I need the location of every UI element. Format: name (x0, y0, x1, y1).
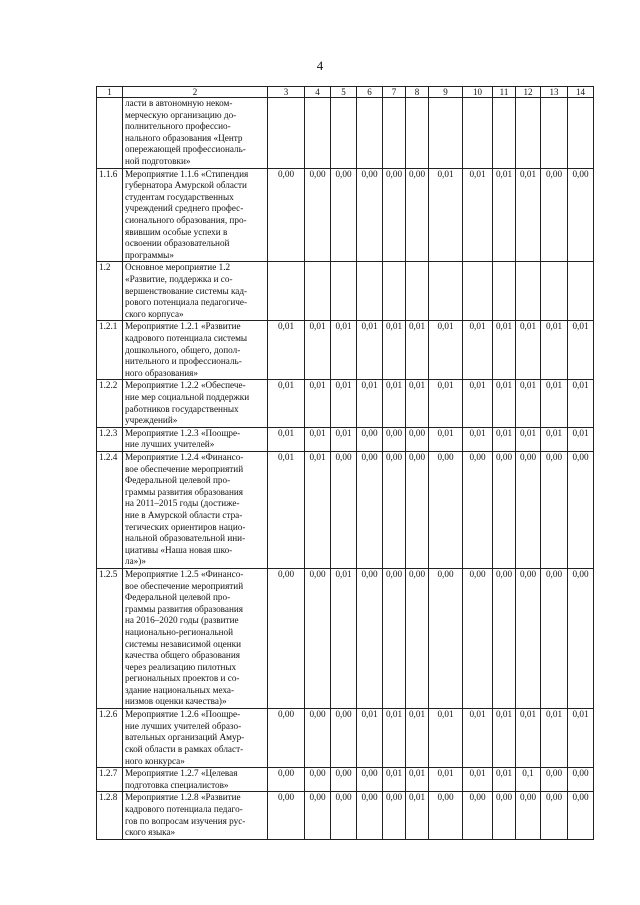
table-row (97, 568, 594, 708)
value-cell: 0,00 (268, 709, 305, 768)
value-cell: 0,00 (516, 792, 541, 839)
value-cell: 0,00 (331, 792, 357, 839)
value-cell: 0,00 (383, 568, 406, 708)
value-cell: 0,00 (357, 427, 383, 451)
value-cell: 0,00 (406, 451, 429, 568)
value-cell: 0,00 (357, 792, 383, 839)
row-number: 1.2 (97, 262, 123, 321)
value-cell: 0,00 (429, 792, 463, 839)
value-cell: 0,00 (383, 451, 406, 568)
row-description: ласти в автономную неком- мерческую организацию до- полнительного профессио- нального образования «Центр опережающей профессиональ- ной подготовки» (123, 98, 268, 169)
value-cell (568, 98, 594, 169)
row-description: Мероприятие 1.2.1 «Развитие кадрового потенциала системы дошкольного, общего, допол- нительного и профессиональ- ного образования» (123, 321, 268, 380)
value-cell: 0,01 (493, 321, 516, 380)
value-cell (406, 98, 429, 169)
table-row (97, 427, 594, 451)
header-cell: 5 (331, 87, 357, 98)
row-number: 1.2.5 (97, 568, 123, 708)
value-cell: 0,01 (463, 380, 493, 427)
value-cell: 0,00 (383, 792, 406, 839)
header-cell: 10 (463, 87, 493, 98)
row-number: 1.2.1 (97, 321, 123, 380)
value-cell (305, 262, 331, 321)
value-cell: 0,00 (268, 792, 305, 839)
value-cell: 0,00 (331, 168, 357, 262)
value-cell: 0,01 (493, 427, 516, 451)
value-cell (429, 262, 463, 321)
value-cell: 0,01 (357, 321, 383, 380)
value-cell: 0,00 (331, 451, 357, 568)
value-cell (516, 262, 541, 321)
row-description: Мероприятие 1.2.3 «Поощре- ние лучших учителей» (123, 427, 268, 451)
value-cell: 0,00 (268, 768, 305, 792)
value-cell (305, 98, 331, 169)
value-cell: 0,00 (357, 768, 383, 792)
value-cell (429, 98, 463, 169)
value-cell (268, 98, 305, 169)
value-cell: 0,01 (305, 427, 331, 451)
header-cell: 14 (568, 87, 594, 98)
value-cell: 0,00 (406, 427, 429, 451)
value-cell: 0,01 (383, 380, 406, 427)
value-cell: 0,00 (268, 568, 305, 708)
value-cell: 0,00 (463, 568, 493, 708)
value-cell (541, 98, 568, 169)
value-cell: 0,01 (429, 709, 463, 768)
value-cell: 0,01 (463, 768, 493, 792)
value-cell: 0,01 (331, 427, 357, 451)
value-cell: 0,00 (383, 427, 406, 451)
value-cell: 0,01 (516, 380, 541, 427)
header-row (97, 87, 594, 98)
row-number (97, 98, 123, 169)
header-cell: 3 (268, 87, 305, 98)
row-description: Мероприятие 1.2.8 «Развитие кадрового потенциала педаго- гов по вопросам изучения рус- ского языка» (123, 792, 268, 839)
row-description: Основное мероприятие 1.2 «Развитие, поддержка и со- вершенствование системы кад- рового потенциала педагогиче- ского корпуса» (123, 262, 268, 321)
value-cell (493, 262, 516, 321)
header-cell: 4 (305, 87, 331, 98)
value-cell: 0,00 (429, 568, 463, 708)
value-cell: 0,01 (268, 321, 305, 380)
value-cell: 0,01 (429, 168, 463, 262)
value-cell: 0,1 (516, 768, 541, 792)
value-cell (331, 98, 357, 169)
value-cell: 0,00 (541, 792, 568, 839)
value-cell: 0,01 (357, 380, 383, 427)
value-cell: 0,01 (429, 427, 463, 451)
value-cell: 0,00 (493, 451, 516, 568)
value-cell: 0,00 (568, 792, 594, 839)
page-number: 4 (316, 58, 324, 73)
value-cell: 0,01 (305, 321, 331, 380)
value-cell: 0,01 (383, 321, 406, 380)
value-cell: 0,01 (463, 427, 493, 451)
value-cell: 0,00 (357, 568, 383, 708)
value-cell: 0,01 (406, 709, 429, 768)
value-cell (406, 262, 429, 321)
header-cell: 6 (357, 87, 383, 98)
table-row (97, 709, 594, 768)
value-cell: 0,01 (568, 321, 594, 380)
value-cell: 0,01 (383, 768, 406, 792)
row-number: 1.2.3 (97, 427, 123, 451)
row-description: Мероприятие 1.2.2 «Обеспече- ние мер социальной поддержки работников государственных учреждений» (123, 380, 268, 427)
value-cell: 0,00 (305, 768, 331, 792)
value-cell: 0,00 (406, 168, 429, 262)
value-cell: 0,00 (568, 768, 594, 792)
value-cell (516, 98, 541, 169)
value-cell: 0,01 (406, 380, 429, 427)
value-cell: 0,01 (383, 709, 406, 768)
table-row (97, 380, 594, 427)
value-cell: 0,01 (429, 768, 463, 792)
row-description: Мероприятие 1.2.6 «Поощре- ние лучших учителей образо- вательных организаций Амур- ской области в рамках област- ного конкурса» (123, 709, 268, 768)
value-cell (493, 98, 516, 169)
value-cell: 0,00 (568, 451, 594, 568)
value-cell: 0,01 (568, 427, 594, 451)
header-cell: 8 (406, 87, 429, 98)
value-cell: 0,00 (493, 792, 516, 839)
value-cell: 0,01 (568, 380, 594, 427)
value-cell: 0,01 (516, 168, 541, 262)
value-cell: 0,00 (357, 168, 383, 262)
value-cell: 0,01 (406, 768, 429, 792)
value-cell: 0,00 (568, 168, 594, 262)
value-cell: 0,00 (331, 768, 357, 792)
table-row (97, 792, 594, 839)
value-cell: 0,00 (541, 168, 568, 262)
row-description: Мероприятие 1.2.7 «Целевая подготовка специалистов» (123, 768, 268, 792)
value-cell: 0,01 (463, 321, 493, 380)
table-row (97, 262, 594, 321)
table-body (97, 98, 594, 840)
value-cell: 0,00 (541, 768, 568, 792)
value-cell: 0,01 (429, 380, 463, 427)
value-cell: 0,00 (463, 792, 493, 839)
value-cell (331, 262, 357, 321)
value-cell: 0,00 (429, 451, 463, 568)
value-cell (568, 262, 594, 321)
value-cell: 0,01 (493, 709, 516, 768)
value-cell: 0,00 (268, 168, 305, 262)
value-cell: 0,01 (429, 321, 463, 380)
value-cell: 0,01 (516, 321, 541, 380)
row-number: 1.2.8 (97, 792, 123, 839)
value-cell: 0,01 (357, 709, 383, 768)
value-cell: 0,01 (305, 451, 331, 568)
header-cell: 9 (429, 87, 463, 98)
table-row (97, 321, 594, 380)
value-cell: 0,01 (331, 568, 357, 708)
value-cell: 0,01 (493, 768, 516, 792)
value-cell: 0,00 (305, 709, 331, 768)
value-cell: 0,01 (463, 168, 493, 262)
value-cell: 0,01 (268, 451, 305, 568)
row-number: 1.2.2 (97, 380, 123, 427)
value-cell: 0,00 (568, 568, 594, 708)
header-cell: 1 (97, 87, 123, 98)
row-number: 1.2.6 (97, 709, 123, 768)
value-cell: 0,01 (493, 380, 516, 427)
value-cell: 0,00 (305, 168, 331, 262)
value-cell: 0,01 (463, 709, 493, 768)
value-cell: 0,01 (331, 321, 357, 380)
value-cell: 0,01 (568, 709, 594, 768)
value-cell: 0,00 (406, 568, 429, 708)
value-cell: 0,01 (268, 380, 305, 427)
value-cell: 0,01 (541, 709, 568, 768)
value-cell: 0,00 (541, 568, 568, 708)
value-cell (383, 98, 406, 169)
value-cell (357, 262, 383, 321)
header-cell: 2 (123, 87, 268, 98)
value-cell: 0,01 (331, 380, 357, 427)
value-cell: 0,00 (305, 792, 331, 839)
value-cell: 0,00 (383, 168, 406, 262)
table-row (97, 451, 594, 568)
value-cell (463, 98, 493, 169)
value-cell: 0,00 (305, 568, 331, 708)
value-cell: 0,01 (493, 168, 516, 262)
header-cell: 13 (541, 87, 568, 98)
value-cell: 0,01 (541, 427, 568, 451)
value-cell: 0,01 (406, 321, 429, 380)
value-cell: 0,01 (268, 427, 305, 451)
value-cell: 0,01 (516, 709, 541, 768)
value-cell: 0,01 (305, 380, 331, 427)
table-row (97, 768, 594, 792)
table-row (97, 98, 594, 169)
row-description: Мероприятие 1.2.4 «Финансо- вое обеспечение мероприятий Федеральной целевой про- граммы развития образования на 2011–2015 годы (достиже- ние в Амурской области стра- тегических ориентиров нацио- нальной образовательной ини- циативы «Наша новая шко- ла»)» (123, 451, 268, 568)
row-number: 1.2.4 (97, 451, 123, 568)
row-number: 1.1.6 (97, 168, 123, 262)
row-description: Мероприятие 1.2.5 «Финансо- вое обеспечение мероприятий Федеральной целевой про- граммы развития образования на 2016–2020 годы (развитие национально-региональной системы независимой оценки качества общего образования через реализацию пилотных региональных проектов и со- здание национальных меха- низмов оценки качества)» (123, 568, 268, 708)
value-cell (541, 262, 568, 321)
value-cell: 0,01 (516, 427, 541, 451)
value-cell: 0,00 (516, 568, 541, 708)
value-cell: 0,01 (541, 380, 568, 427)
value-cell: 0,01 (541, 321, 568, 380)
value-cell: 0,00 (493, 568, 516, 708)
value-cell (383, 262, 406, 321)
value-cell (357, 98, 383, 169)
value-cell: 0,00 (463, 451, 493, 568)
row-number: 1.2.7 (97, 768, 123, 792)
indicators-table (96, 86, 594, 840)
value-cell (268, 262, 305, 321)
header-cell: 11 (493, 87, 516, 98)
value-cell (463, 262, 493, 321)
value-cell: 0,00 (541, 451, 568, 568)
value-cell: 0,00 (516, 451, 541, 568)
header-cell: 7 (383, 87, 406, 98)
value-cell: 0,01 (406, 792, 429, 839)
row-description: Мероприятие 1.1.6 «Стипендия губернатора Амурской области студентам государственных учреждений среднего профес- сионального образования, про- явившим особые успехи в освоении образовательной программы» (123, 168, 268, 262)
value-cell: 0,00 (331, 709, 357, 768)
value-cell: 0,00 (357, 451, 383, 568)
header-cell: 12 (516, 87, 541, 98)
table-row (97, 168, 594, 262)
